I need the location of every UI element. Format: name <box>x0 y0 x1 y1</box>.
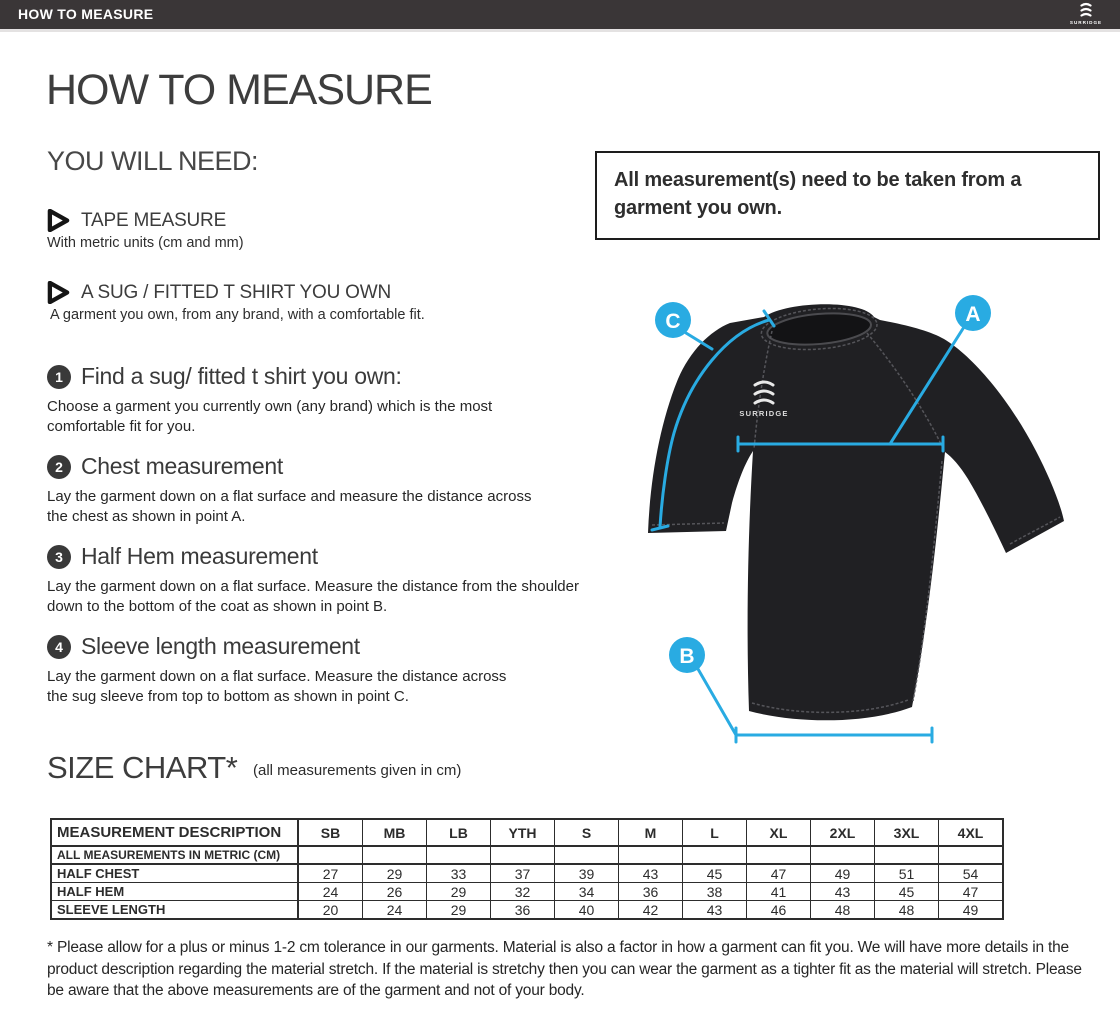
measurement-value: 37 <box>491 864 555 883</box>
step-number-badge: 4 <box>47 635 71 659</box>
measurement-value: 29 <box>363 864 427 883</box>
measurement-value: 36 <box>491 901 555 920</box>
empty-cell <box>555 846 619 864</box>
you-will-need-heading: YOU WILL NEED: <box>47 146 259 176</box>
step-description: Lay the garment down on a flat surface. Measure the distance across the sug sleeve from top to bottom as shown in point C. <box>47 668 507 706</box>
marker-a-label: A <box>965 303 981 326</box>
measurement-value: 51 <box>875 864 939 883</box>
measurement-value: 43 <box>683 901 747 920</box>
step-description: Lay the garment down on a flat surface. Measure the distance from the shoulder down to the bottom of the coat as shown in point B. <box>47 578 579 616</box>
measurement-value: 24 <box>363 901 427 920</box>
top-bar-divider <box>0 29 1120 32</box>
triangle-bullet-icon <box>47 209 70 232</box>
marker-c-label: C <box>665 310 681 333</box>
size-column-header: L <box>683 819 747 846</box>
empty-cell <box>683 846 747 864</box>
measurement-label: HALF CHEST <box>51 864 298 883</box>
empty-cell <box>939 846 1004 864</box>
step-number-badge: 2 <box>47 455 71 479</box>
measurement-value: 36 <box>619 883 683 901</box>
measurement-value: 33 <box>427 864 491 883</box>
notice-text: All measurement(s) need to be taken from a garment you own. <box>614 169 1022 220</box>
size-chart-table <box>50 818 1004 920</box>
step-description: Lay the garment down on a flat surface and measure the distance across the chest as shown in point A. <box>47 488 532 526</box>
measurement-value: 48 <box>875 901 939 920</box>
measurement-value: 39 <box>555 864 619 883</box>
size-column-header: YTH <box>491 819 555 846</box>
step-description: Choose a garment you currently own (any brand) which is the most comfortable fit for you. <box>47 398 493 436</box>
empty-cell <box>491 846 555 864</box>
measurement-value: 46 <box>747 901 811 920</box>
measurement-value: 26 <box>363 883 427 901</box>
measurement-value: 41 <box>747 883 811 901</box>
need-item-fitted-shirt <box>47 281 425 323</box>
shirt-logo-text: SURRIDGE <box>739 409 789 418</box>
step-1 <box>47 363 607 438</box>
table-row <box>51 901 1003 920</box>
measurement-value: 24 <box>298 883 363 901</box>
page-title: HOW TO MEASURE <box>46 66 432 114</box>
measurement-value: 38 <box>683 883 747 901</box>
measurement-value: 43 <box>619 864 683 883</box>
need-item-tape-measure <box>47 209 244 251</box>
empty-cell <box>747 846 811 864</box>
size-column-header: MB <box>363 819 427 846</box>
size-chart-subheading: (all measurements given in cm) <box>253 762 462 779</box>
empty-cell <box>427 846 491 864</box>
notice-box <box>595 151 1100 240</box>
measurement-value: 40 <box>555 901 619 920</box>
measurement-value: 47 <box>939 883 1004 901</box>
marker-b-label: B <box>679 645 695 668</box>
empty-cell <box>811 846 875 864</box>
size-column-header: 3XL <box>875 819 939 846</box>
measurement-value: 29 <box>427 883 491 901</box>
size-column-header: LB <box>427 819 491 846</box>
measurement-diagram <box>612 283 1092 758</box>
empty-cell <box>619 846 683 864</box>
table-row <box>51 883 1003 901</box>
measurement-value: 47 <box>747 864 811 883</box>
step-number-badge: 3 <box>47 545 71 569</box>
step-title: Chest measurement <box>81 453 283 479</box>
top-bar-title: HOW TO MEASURE <box>18 6 154 22</box>
size-column-header: SB <box>298 819 363 846</box>
measurement-value: 32 <box>491 883 555 901</box>
need-item-description: A garment you own, from any brand, with a comfortable fit. <box>50 307 425 323</box>
size-column-header: 2XL <box>811 819 875 846</box>
need-item-label: TAPE MEASURE <box>81 209 227 231</box>
measurement-value: 45 <box>683 864 747 883</box>
shirt-silhouette <box>648 304 1064 720</box>
size-column-header: M <box>619 819 683 846</box>
size-column-header: XL <box>747 819 811 846</box>
measurement-value: 45 <box>875 883 939 901</box>
metric-note-cell: ALL MEASUREMENTS IN METRIC (CM) <box>51 846 298 864</box>
empty-cell <box>298 846 363 864</box>
description-column-header: MEASUREMENT DESCRIPTION <box>51 819 298 846</box>
step-number-badge: 1 <box>47 365 71 389</box>
triangle-bullet-icon <box>47 281 70 304</box>
measurement-label: SLEEVE LENGTH <box>51 901 298 920</box>
measurement-value: 34 <box>555 883 619 901</box>
measurement-value: 29 <box>427 901 491 920</box>
top-bar <box>0 0 1120 29</box>
marker-b-pointer <box>698 669 736 735</box>
topbar-brand-text: SURRIDGE <box>1069 20 1103 25</box>
step-3 <box>47 543 607 618</box>
empty-cell <box>363 846 427 864</box>
size-chart-heading: SIZE CHART* <box>47 750 238 785</box>
step-2 <box>47 453 607 528</box>
size-column-header: S <box>555 819 619 846</box>
need-item-label: A SUG / FITTED T SHIRT YOU OWN <box>81 281 392 303</box>
measurement-value: 48 <box>811 901 875 920</box>
measurement-value: 54 <box>939 864 1004 883</box>
step-title: Half Hem measurement <box>81 543 318 569</box>
empty-cell <box>875 846 939 864</box>
footnote-text: * Please allow for a plus or minus 1-2 cm tolerance in our garments. Material is also a factor in how a garment can fit you. We will have more details in the product description regarding the material stretch. If the material is stretchy then you can wear the garment as a tighter fit as the material will stretch. Please be aware that the above measurements are of the garment and not of your body. <box>47 939 1082 1000</box>
measurement-value: 42 <box>619 901 683 920</box>
measurement-value: 27 <box>298 864 363 883</box>
step-title: Find a sug/ fitted t shirt you own: <box>81 363 402 389</box>
measurement-value: 43 <box>811 883 875 901</box>
table-header-row <box>51 819 1003 846</box>
measurement-value: 49 <box>939 901 1004 920</box>
step-title: Sleeve length measurement <box>81 633 360 659</box>
measurement-value: 49 <box>811 864 875 883</box>
measurement-value: 20 <box>298 901 363 920</box>
size-column-header: 4XL <box>939 819 1004 846</box>
measurement-label: HALF HEM <box>51 883 298 901</box>
step-4 <box>47 633 607 708</box>
table-row <box>51 864 1003 883</box>
metric-note-row <box>51 846 1003 864</box>
need-item-description: With metric units (cm and mm) <box>47 235 244 251</box>
surridge-logo-icon <box>1066 2 1106 28</box>
